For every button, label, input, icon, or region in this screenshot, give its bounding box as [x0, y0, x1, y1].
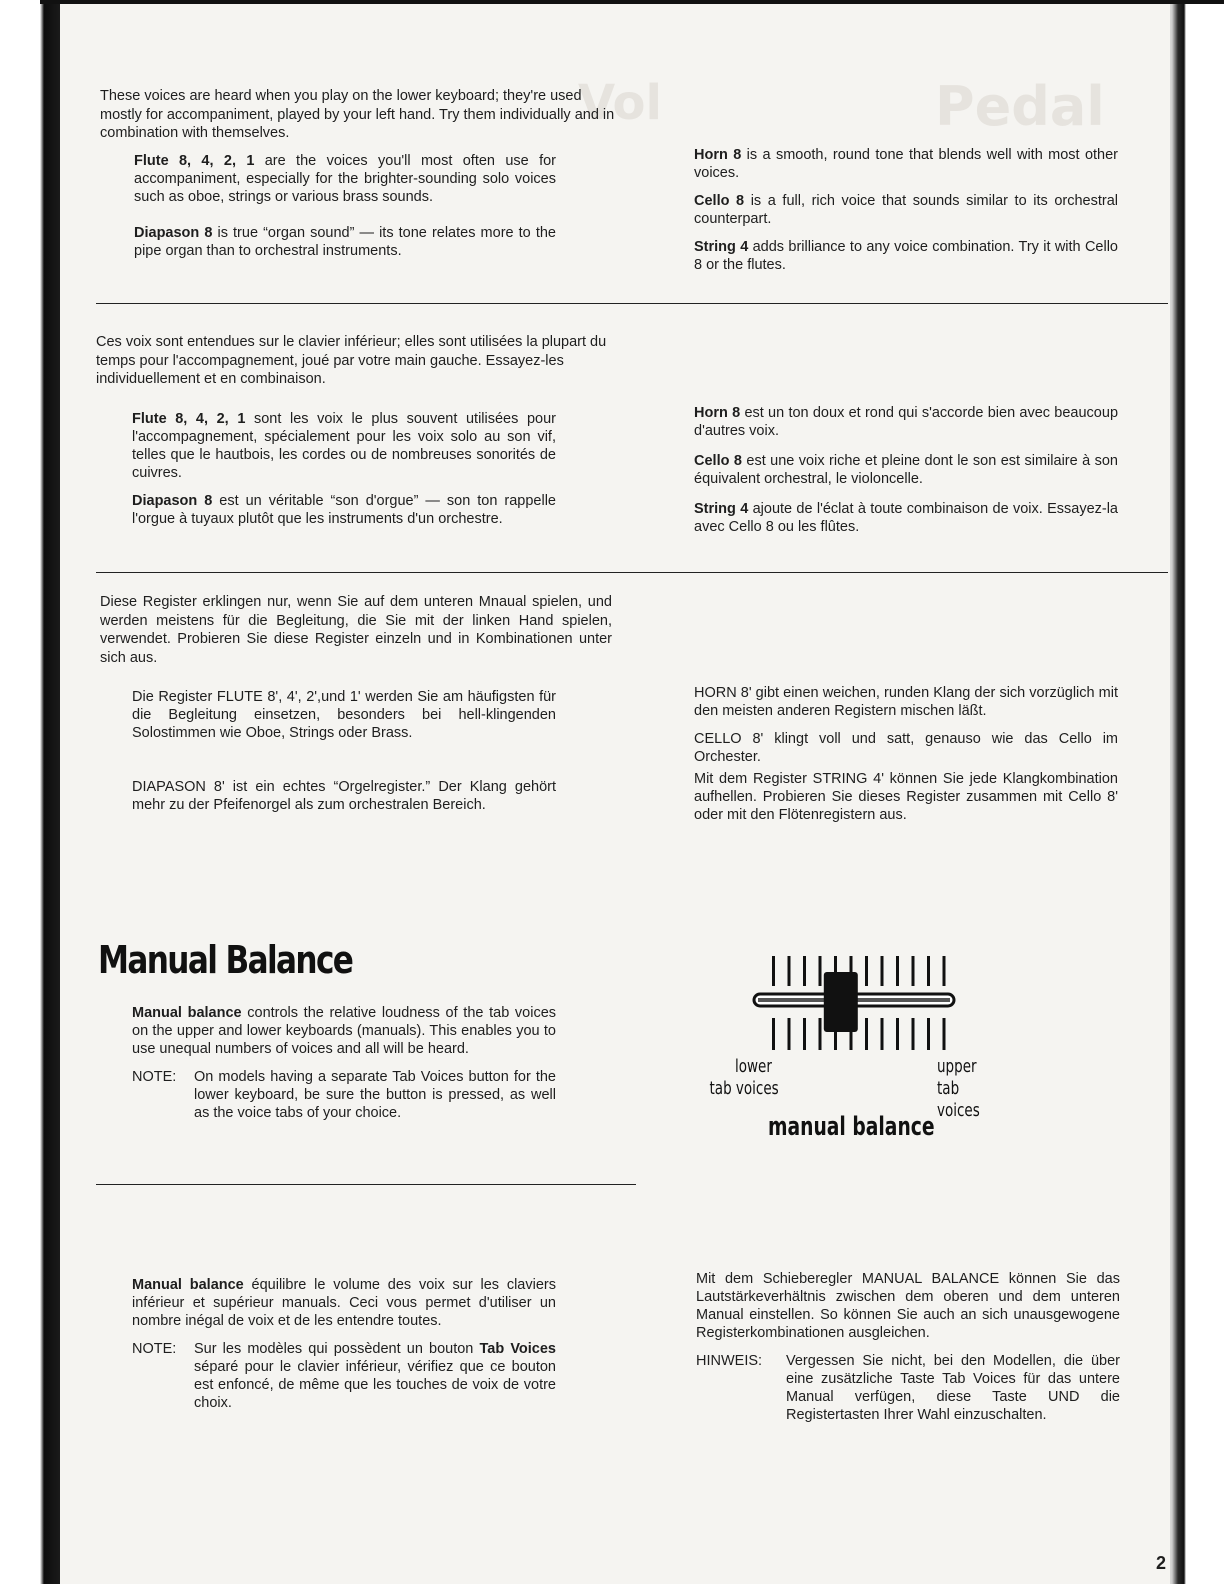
- tick-mark: [788, 1018, 791, 1050]
- tick-mark: [896, 1018, 899, 1050]
- diapason-voice-name: Diapason 8: [134, 225, 213, 241]
- tick-mark: [865, 1018, 868, 1050]
- section-divider: [96, 303, 1168, 304]
- german-right-column: [694, 684, 1118, 834]
- tick-mark: [865, 956, 868, 986]
- section-divider: [96, 572, 1168, 573]
- horn-voice-name: Horn 8: [694, 147, 742, 163]
- french-horn-paragraph: Horn 8 est un ton doux et rond qui s'accorde bien avec beaucoup d'autres voix.: [694, 405, 1119, 439]
- german-left-column: [132, 688, 556, 824]
- manual-balance-description: Manual balance controls the relative loudness of the tab voices on the upper and lower keyboards (manuals). This enables you to use unequal numbers of voices and all will be heard.: [132, 1005, 557, 1057]
- french-right-column: [694, 404, 1118, 546]
- cello-voice-name: Cello 8: [694, 193, 745, 209]
- german-flute-paragraph: Die Register FLUTE 8', 4', 2',und 1' werden Sie am häufigsten für die Begleitung einsetzen, besonders bei hell-klingenden Solostimmen wie Oboe, Strings oder Brass.: [132, 689, 556, 741]
- manual-balance-german: [696, 1270, 1120, 1424]
- section-divider: [96, 1184, 636, 1185]
- tick-mark: [803, 956, 806, 986]
- french-string-paragraph: String 4 ajoute de l'éclat à toute combinaison de voix. Essayez-la avec Cello 8 ou les flûtes.: [694, 501, 1118, 535]
- manual-balance-french: [132, 1276, 556, 1412]
- note-label: NOTE:: [132, 1069, 177, 1085]
- manual-balance-english: [132, 1004, 556, 1122]
- manual-balance-diagram: [700, 950, 1020, 1150]
- tick-mark: [788, 956, 791, 986]
- tick-mark: [819, 1018, 822, 1050]
- french-manual-balance-description: Manual balance équilibre le volume des voix sur les claviers inférieur et supérieur manuals. Ceci vous permet d'utiliser un nombre inégal de voix et de les entendre toutes.: [132, 1277, 556, 1329]
- show-through-text: Pedal: [935, 75, 1105, 138]
- upper-tick-marks: [772, 956, 946, 986]
- tick-mark: [819, 956, 822, 986]
- note-text: Sur les modèles qui possèdent un bouton Tab Voices séparé pour le clavier inférieur, vérifiez que ce bouton est enfoncé, de même que les touches de voix de votre choix.: [194, 1341, 556, 1411]
- tick-mark: [896, 956, 899, 986]
- english-horn-paragraph: Horn 8 is a smooth, round tone that blends well with most other voices.: [694, 147, 1119, 181]
- german-cello-paragraph: CELLO 8' klingt voll und satt, genauso wie das Cello im Orchester.: [694, 731, 1118, 765]
- lower-tick-marks: [772, 1018, 946, 1050]
- lower-label: lower tab voices: [709, 1056, 779, 1099]
- manual-balance-heading: Manual Balance: [98, 938, 353, 982]
- tick-mark: [912, 956, 915, 986]
- tick-mark: [927, 1018, 930, 1050]
- french-left-column: [132, 410, 556, 538]
- german-horn-paragraph: HORN 8' gibt einen weichen, runden Klang der sich vorzüglich mit den meisten anderen Registern mischen läßt.: [694, 685, 1118, 719]
- french-flute-paragraph: Flute 8, 4, 2, 1 sont les voix le plus souvent utilisées pour l'accompagnement, spécialement pour les voix solo au son vif, telles que le hautbois, les cordes ou de nombreuses sonorités de cuivres.: [132, 411, 556, 481]
- diagram-title: manual balance: [768, 1112, 935, 1142]
- english-note: [132, 1068, 556, 1122]
- tick-mark: [772, 956, 775, 986]
- tick-mark: [881, 1018, 884, 1050]
- tick-mark: [803, 1018, 806, 1050]
- tick-mark: [943, 1018, 946, 1050]
- tick-mark: [943, 956, 946, 986]
- french-note: [132, 1340, 556, 1412]
- french-diapason-paragraph: Diapason 8 est un véritable “son d'orgue” — son ton rappelle l'orgue à tuyaux plutôt que les instruments d'un orchestre.: [132, 493, 556, 527]
- page-top-edge: [40, 0, 1224, 4]
- french-intro: Ces voix sont entendues sur le clavier inférieur; elles sont utilisées la plupart du temps pour l'accompagnement, joué par votre main gauche. Essayez-les individuellement et en combinaison.: [96, 334, 607, 387]
- english-string-paragraph: String 4 adds brilliance to any voice combination. Try it with Cello 8 or the flutes.: [694, 239, 1118, 273]
- show-through-text: Vol: [578, 75, 662, 131]
- german-manual-balance-description: Mit dem Schieberegler MANUAL BALANCE können Sie das Lautstärkeverhältnis zwischen dem oberen und dem unteren Manual einstellen. So können Sie auch an sich unausgewogene Registerkombinationen ausgleichen.: [696, 1271, 1120, 1341]
- tick-mark: [881, 956, 884, 986]
- flute-voice-name: Flute 8, 4, 2, 1: [134, 153, 255, 169]
- note-label: NOTE:: [132, 1341, 177, 1357]
- note-text: On models having a separate Tab Voices button for the lower keyboard, be sure the button is pressed, as well as the voice tabs of your choice.: [194, 1069, 556, 1121]
- french-cello-paragraph: Cello 8 est une voix riche et pleine dont le son est similaire à son équivalent orchestral, le violoncelle.: [694, 453, 1118, 487]
- german-intro: Diese Register erklingen nur, wenn Sie auf dem unteren Mnaual spielen, und werden meistens für die Begleitung, die Sie mit der linken Hand spielen, verwendet. Probieren Sie diese Register einzeln und in Kombinationen unter sich aus.: [100, 594, 612, 666]
- slider-knob: [824, 972, 858, 1032]
- german-string-paragraph: Mit dem Register STRING 4' können Sie jede Klangkombination aufhellen. Probieren Sie dieses Register zusammen mit Cello 8' oder mit den Flötenregistern aus.: [694, 771, 1118, 823]
- upper-label: upper tab voices: [937, 1056, 980, 1121]
- english-flute-paragraph: Flute 8, 4, 2, 1 are the voices you'll most often use for accompaniment, especially for the brighter-sounding solo voices such as oboe, strings or various brass sounds.: [134, 153, 556, 205]
- page-number: 2: [1155, 1553, 1166, 1573]
- english-diapason-paragraph: Diapason 8 is true “organ sound” — its tone relates more to the pipe organ than to orchestral instruments.: [134, 225, 556, 259]
- tick-mark: [772, 1018, 775, 1050]
- page-edge-shadow: [1164, 0, 1224, 1584]
- english-left-column: [134, 152, 556, 270]
- german-note: [696, 1352, 1120, 1424]
- german-diapason-paragraph: DIAPASON 8' ist ein echtes “Orgelregister.” Der Klang gehört mehr zu der Pfeifenorgel als zum orchestralen Bereich.: [132, 779, 556, 813]
- english-cello-paragraph: Cello 8 is a full, rich voice that sounds similar to its orchestral counterpart.: [694, 193, 1118, 227]
- english-right-column: [694, 146, 1118, 284]
- note-text: Vergessen Sie nicht, bei den Modellen, die über eine zusätzliche Taste Tab Voices für das untere Manual verfügen, diese Taste UND die Registertasten Ihrer Wahl einzuschalten.: [786, 1353, 1120, 1423]
- tick-mark: [927, 956, 930, 986]
- note-label: HINWEIS:: [696, 1353, 763, 1369]
- tick-mark: [912, 1018, 915, 1050]
- string-voice-name: String 4: [694, 239, 749, 255]
- english-intro: These voices are heard when you play on the lower keyboard; they're used mostly for accompaniment, played by your left hand. Try them individually and in combination with themselves.: [100, 88, 615, 141]
